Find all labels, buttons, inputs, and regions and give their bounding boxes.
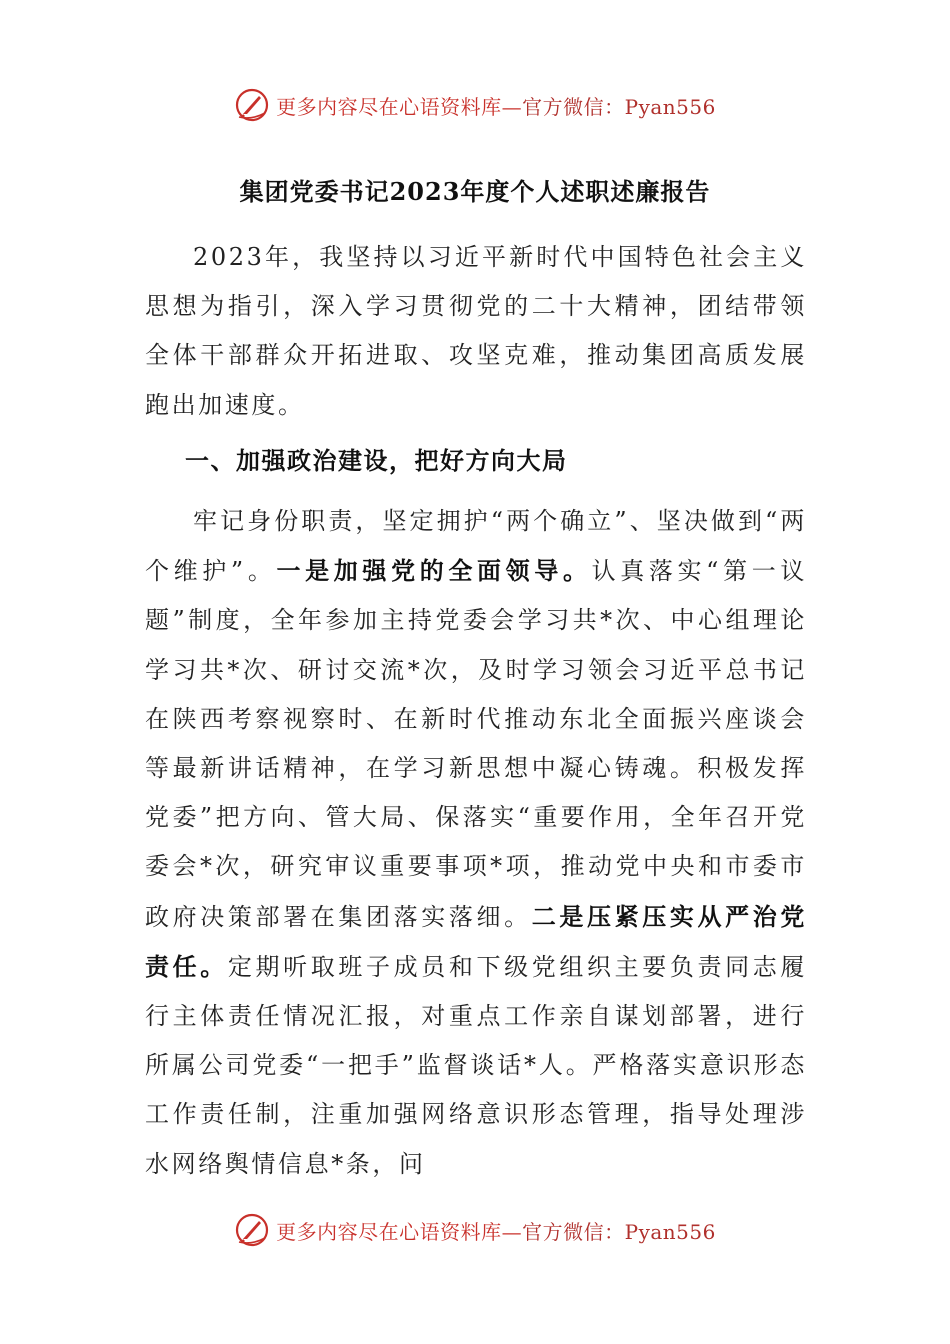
banner-text: 更多内容尽在心语资料库—: [276, 94, 523, 119]
para-text-2: 认真落实“第一议题”制度，全年参加主持党委会学习共*次、中心组理论学习共*次、研讨交流*次，及时学习领会习近平总书记在陕西考察视察时、在新时代推动东北全面振兴座谈会等最新讲话精神，在学习新思想中凝心铸魂。积极发挥党委”把方向、管大局、保落实“重要作用，全年召开党委会*次，研究审议重要事项*项，推动党中央和市委市政府决策部署在集团落实落细。: [145, 557, 807, 931]
watermark-banner-top: [0, 80, 950, 130]
para-text-1: 牢记身份职责，坚定拥护“两个确立”、坚决做到“两个维护”。: [145, 507, 807, 586]
quill-logo-icon: [234, 1212, 270, 1248]
para-bold-2: 二是压紧压实从严治党责任。: [145, 901, 807, 981]
intro-text: 2023年，我坚持以习近平新时代中国特色社会主义思想为指引，深入学习贯彻党的二十大精神，团结带领全体干部群众开拓进取、攻坚克难，推动集团高质发展跑出加速度。: [145, 243, 807, 419]
intro-paragraph: [145, 233, 807, 430]
section-heading: 一、加强政治建设，把好方向大局: [185, 446, 568, 475]
document-title: 集团党委书记2023年度个人述职述廉报告: [239, 177, 711, 206]
banner-wechat: 官方微信：Pyan556: [522, 1219, 716, 1244]
section-paragraph: [145, 497, 807, 1189]
banner-text: 更多内容尽在心语资料库—: [276, 1219, 523, 1244]
quill-logo-icon: [234, 87, 270, 123]
para-bold-1: 一是加强党的全面领导。: [276, 556, 592, 586]
para-text-3: 定期听取班子成员和下级党组织主要负责同志履行主体责任情况汇报，对重点工作亲自谋划部署，进行所属公司党委“一把手”监督谈话*人。严格落实意识形态工作责任制，注重加强网络意识形态管理，指导处理涉水网络舆情信息*条，问: [145, 952, 807, 1178]
watermark-banner-bottom: [0, 1205, 950, 1255]
banner-wechat: 官方微信：Pyan556: [522, 94, 716, 119]
